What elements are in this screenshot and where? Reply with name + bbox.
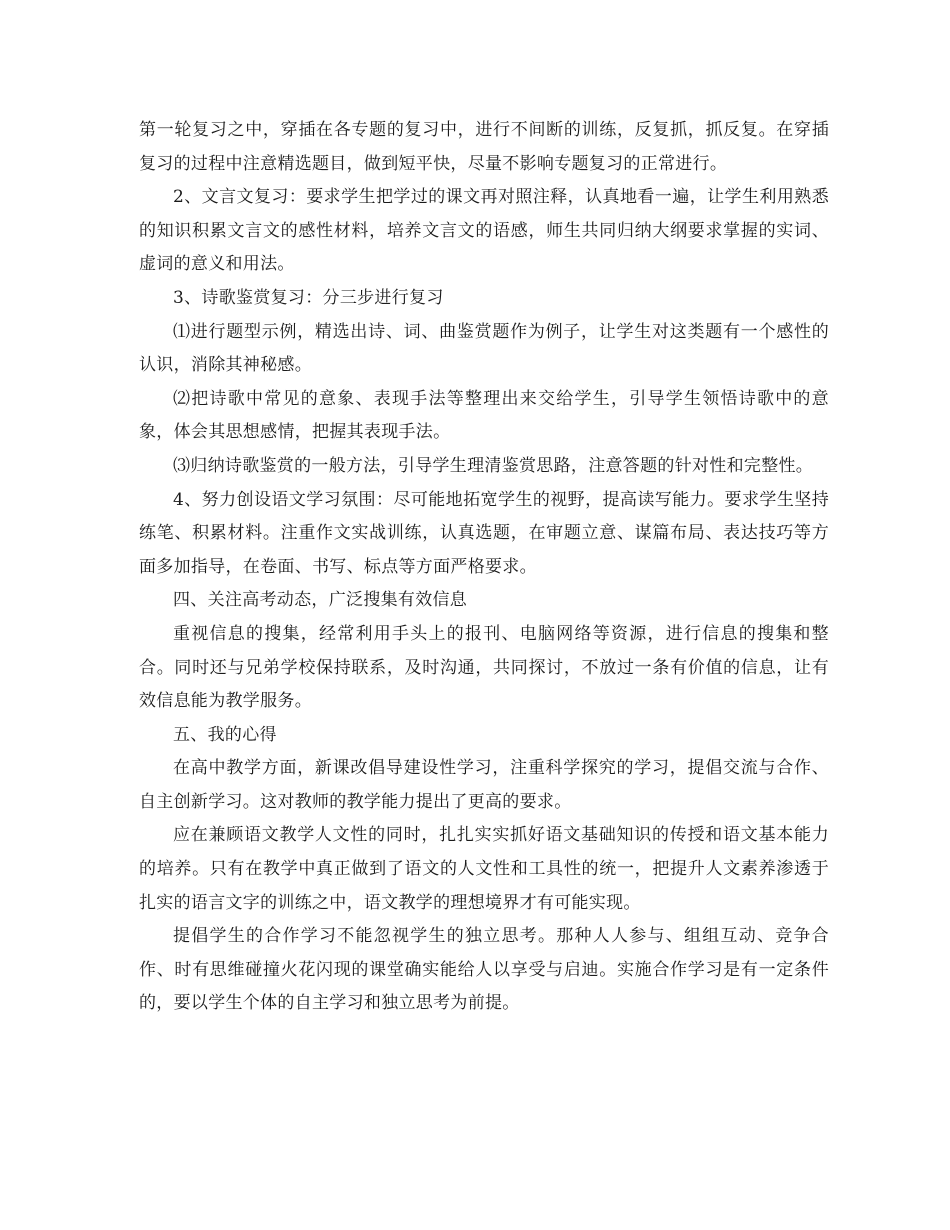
paragraph-12: 应在兼顾语文教学人文性的同时，扎扎实实抓好语文基础知识的传授和语文基本能力的培养。只有在教学中真正做到了语文的人文性和工具性的统一，把提升人文素养渗透于扎实的语言文字的训练之中，语文教学的理想境界才有可能实现。: [139, 825, 829, 913]
paragraph-9: 重视信息的搜集，经常利用手头上的报刊、电脑网络等资源，进行信息的搜集和整合。同时还与兄弟学校保持联系，及时沟通，共同探讨，不放过一条有价值的信息，让有效信息能为教学服务。: [139, 623, 829, 712]
paragraph-11: 在高中教学方面，新课改倡导建设性学习，注重科学探究的学习，提倡交流与合作、自主创新学习。这对教师的教学能力提出了更高的要求。: [139, 758, 829, 812]
paragraph-3: 3、诗歌鉴赏复习：分三步进行复习: [173, 287, 444, 308]
paragraph-4: ⑴进行题型示例，精选出诗、词、曲鉴赏题作为例子，让学生对这类题有一个感性的认识，消除其神秘感。: [139, 321, 829, 376]
paragraph-2: 2、文言文复习：要求学生把学过的课文再对照注释，认真地看一遍，让学生利用熟悉的知识积累文言文的感性材料，培养文言文的语感，师生共同归纳大纲要求掌握的实词、虚词的意义和用法。: [139, 187, 829, 275]
section-heading-5: 五、我的心得: [173, 724, 277, 745]
paragraph-1: 第一轮复习之中，穿插在各专题的复习中，进行不间断的训练，反复抓，抓反复。在穿插复习的过程中注意精选题目，做到短平快，尽量不影响专题复习的正常进行。: [139, 120, 829, 174]
section-heading-4: 四、关注高考动态，广泛搜集有效信息: [173, 590, 468, 611]
document-body: [139, 114, 829, 1021]
paragraph-13: 提倡学生的合作学习不能忽视学生的独立思考。那种人人参与、组组互动、竞争合作、时有思维碰撞火花闪现的课堂确实能给人以享受与启迪。实施合作学习是有一定条件的，要以学生个体的自主学习和独立思考为前提。: [139, 926, 829, 1014]
paragraph-5: ⑵把诗歌中常见的意象、表现手法等整理出来交给学生，引导学生领悟诗歌中的意象，体会其思想感情，把握其表现手法。: [139, 388, 829, 443]
paragraph-7: 4、努力创设语文学习氛围：尽可能地拓宽学生的视野，提高读写能力。要求学生坚持练笔、积累材料。注重作文实战训练，认真选题，在审题立意、谋篇布局、表达技巧等方面多加指导，在卷面、书写、标点等方面严格要求。: [139, 489, 829, 577]
paragraph-6: ⑶归纳诗歌鉴赏的一般方法，引导学生理清鉴赏思路，注意答题的针对性和完整性。: [173, 455, 814, 476]
